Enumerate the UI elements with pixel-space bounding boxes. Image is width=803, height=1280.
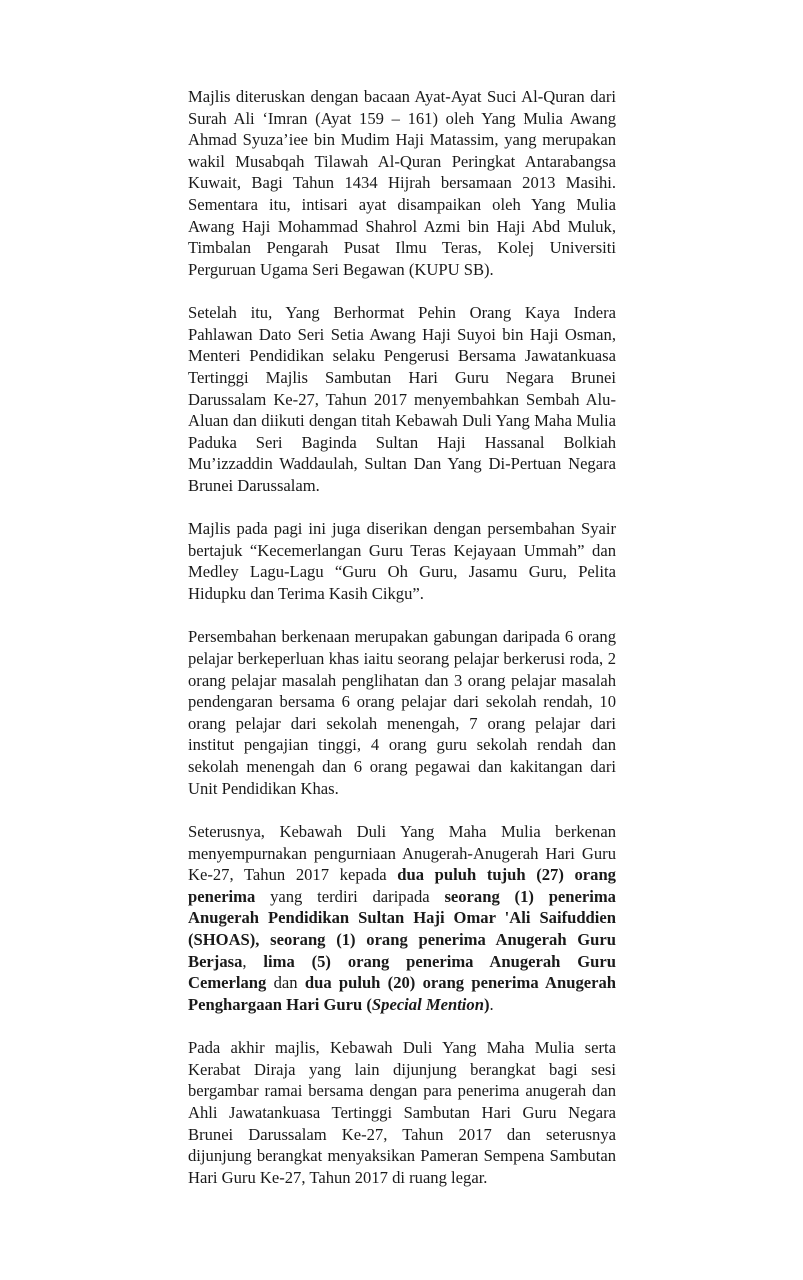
- paragraph-2: Setelah itu, Yang Berhormat Pehin Orang Kaya Indera Pahlawan Dato Seri Setia Awang Haji Suyoi bin Haji Osman, Menteri Pendidikan selaku Pengerusi Bersama Jawatankuasa Tertinggi Majlis Sambutan Hari Guru Negara Brunei Darussalam Ke-27, Tahun 2017 menyembahkan Sembah Alu-Aluan dan diikuti dengan titah Kebawah Duli Yang Maha Mulia Paduka Seri Baginda Sultan Haji Hassanal Bolkiah Mu’izzaddin Waddaulah, Sultan Dan Yang Di-Pertuan Negara Brunei Darussalam.: [188, 303, 616, 495]
- paragraph-1: Majlis diteruskan dengan bacaan Ayat-Ayat Suci Al-Quran dari Surah Ali ‘Imran (Ayat 159 – 161) oleh Yang Mulia Awang Ahmad Syuza’iee bin Mudim Haji Matassim, yang merupakan wakil Musabqah Tilawah Al-Quran Peringkat Antarabangsa Kuwait, Bagi Tahun 1434 Hijrah bersamaan 2013 Masihi. Sementara itu, intisari ayat disampaikan oleh Yang Mulia Awang Haji Mohammad Shahrol Azmi bin Haji Abd Muluk, Timbalan Pengarah Pusat Ilmu Teras, Kolej Universiti Perguruan Ugama Seri Begawan (KUPU SB).: [188, 87, 616, 279]
- paragraph-5-text-4: dan: [266, 973, 305, 993]
- paragraph-5-bold-4: dua puluh (20) orang penerima Anugerah Penghargaan Hari Guru (: [188, 973, 616, 1014]
- document-body: [188, 86, 616, 1188]
- paragraph-5: [188, 821, 616, 1015]
- paragraph-5-text-1: Seterusnya, Kebawah Duli Yang Maha Mulia berkenan menyempurnakan pengurniaan Anugerah-Anugerah Hari Guru Ke-27, Tahun 2017 kepada: [188, 822, 616, 885]
- paragraph-6: Pada akhir majlis, Kebawah Duli Yang Maha Mulia serta Kerabat Diraja yang lain dijunjung berangkat bagi sesi bergambar ramai bersama dengan para penerima anugerah dan Ahli Jawatankuasa Tertinggi Sambutan Hari Guru Negara Brunei Darussalam Ke-27, Tahun 2017 dan seterusnya dijunjung berangkat menyaksikan Pameran Sempena Sambutan Hari Guru Ke-27, Tahun 2017 di ruang legar.: [188, 1038, 616, 1187]
- paragraph-4: Persembahan berkenaan merupakan gabungan daripada 6 orang pelajar berkeperluan khas iaitu seorang pelajar berkerusi roda, 2 orang pelajar masalah penglihatan dan 3 orang pelajar masalah pendengaran bersama 6 orang pelajar dari sekolah rendah, 10 orang pelajar dari sekolah menengah, 7 orang pelajar dari institut pengajian tinggi, 4 orang guru sekolah rendah dan sekolah menengah dan 6 orang pegawai dan kakitangan dari Unit Pendidikan Khas.: [188, 627, 616, 798]
- paragraph-5-bold-3: lima (5) orang penerima Anugerah Guru Cemerlang: [188, 951, 616, 993]
- paragraph-5-text-3: ,: [242, 951, 264, 971]
- paragraph-5-bold-italic: Special Mention: [371, 994, 484, 1014]
- paragraph-5-text-5: .: [489, 994, 494, 1014]
- paragraph-5-bold-1: dua puluh tujuh (27) orang penerima: [188, 865, 616, 906]
- paragraph-5-text-2: yang terdiri daripada: [255, 886, 445, 906]
- paragraph-5-bold-5: ): [483, 994, 490, 1014]
- paragraph-3: Majlis pada pagi ini juga diserikan dengan persembahan Syair bertajuk “Kecemerlangan Guru Teras Kejayaan Ummah” dan Medley Lagu-Lagu “Guru Oh Guru, Jasamu Guru, Pelita Hidupku dan Terima Kasih Cikgu”.: [188, 519, 616, 604]
- paragraph-5-bold-2: seorang (1) penerima Anugerah Pendidikan Sultan Haji Omar 'Ali Saifuddien (SHOAS), seorang (1) orang penerima Anugerah Guru Berjasa: [188, 886, 616, 971]
